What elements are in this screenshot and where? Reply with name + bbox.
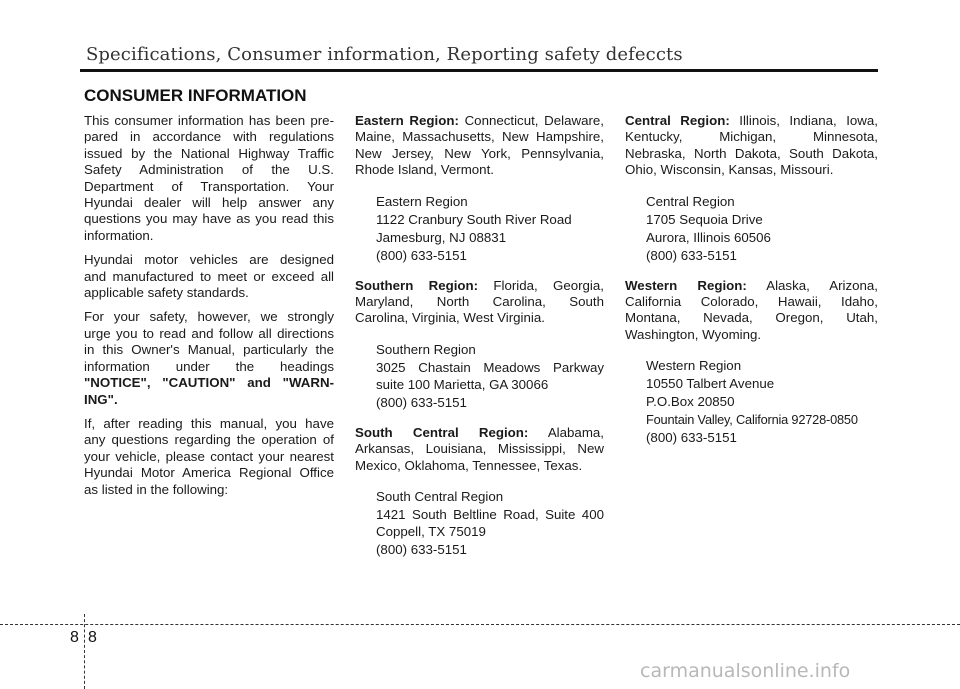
eastern-region-states: [355, 113, 604, 179]
address-line: 1421 South Beltline Road, Suite 400: [376, 507, 604, 523]
header-rule: [80, 69, 878, 72]
address-line: 3025 Chastain Meadows Parkway: [376, 359, 604, 375]
address-line: Central Region: [646, 193, 735, 209]
western-region-address: [646, 357, 878, 446]
text-line: Montana, Nevada, Oregon, Utah,: [625, 310, 878, 326]
text-line: New Jersey, New York, Pennsylvania,: [355, 145, 604, 161]
text-line: Carolina, Virginia, West Virginia.: [355, 310, 545, 326]
southern-region-states: [355, 278, 604, 327]
text-line: Department of Transportation. Your: [84, 178, 334, 194]
section-heading: CONSUMER INFORMATION: [84, 86, 307, 105]
text-line: urge you to read and follow all directions: [84, 325, 334, 341]
text-line: and manufactured to meet or exceed all: [84, 268, 334, 284]
southern-region-address: [376, 341, 604, 411]
intro-paragraph: [84, 113, 334, 244]
text-line: Safety Administration of the U.S.: [84, 162, 334, 178]
text-line: Maryland, North Carolina, South: [355, 294, 604, 310]
south-central-region-states: [355, 425, 604, 474]
text-line: Kentucky, Michigan, Minnesota,: [625, 129, 878, 145]
address-line: South Central Region: [376, 489, 504, 505]
region-label: South Central Region:: [355, 424, 529, 440]
standards-paragraph: [84, 252, 334, 301]
address-line: Jamesburg, NJ 08831: [376, 229, 507, 245]
text-line: pared in accordance with regulations: [84, 129, 334, 145]
text-line: issued by the National Highway Traffic: [84, 145, 334, 161]
address-line: Fountain Valley, California 92728-0850: [646, 412, 858, 428]
text-line: Hyundai Motor America Regional Office: [84, 465, 334, 481]
text-line: Maine, Massachusetts, New Hampshire,: [355, 129, 604, 145]
address-phone: (800) 633-5151: [376, 394, 467, 410]
western-region-states: [625, 278, 878, 344]
text-line: Hyundai motor vehicles are designed: [84, 252, 334, 268]
text-line: Hyundai dealer will help answer any: [84, 195, 334, 211]
column-middle: [355, 113, 604, 572]
text-line: as listed in the following:: [84, 481, 229, 497]
footer-dashed-rule: [0, 624, 960, 625]
eastern-region-address: [376, 193, 604, 264]
bold-headings-line: ING".: [84, 391, 118, 407]
text-line: your vehicle, please contact your nearest: [84, 448, 334, 464]
text-line: Southern Region: Florida, Georgia,: [355, 277, 604, 293]
address-line: Western Region: [646, 358, 742, 374]
bold-headings-line: "NOTICE", "CAUTION" and "WARN-: [84, 375, 334, 391]
address-line: 10550 Talbert Avenue: [646, 376, 775, 392]
text-line: Eastern Region: Connecticut, Delaware,: [355, 113, 604, 128]
page-number: 8: [88, 629, 97, 646]
text-line: Washington, Wyoming.: [625, 326, 762, 342]
text-line: applicable safety standards.: [84, 285, 249, 301]
text-line: South Central Region: Alabama,: [355, 424, 604, 440]
text-line: information under the headings: [84, 358, 334, 374]
footer-vertical-rule: [84, 614, 85, 689]
text-line: questions you may have as you read this: [84, 211, 334, 227]
text-line: any questions regarding the operation of: [84, 432, 334, 448]
text-line: California Colorado, Hawaii, Idaho,: [625, 294, 878, 310]
text-line: If, after reading this manual, you have: [84, 415, 334, 431]
region-label: Western Region:: [625, 277, 747, 293]
address-line: Southern Region: [376, 341, 476, 357]
address-line: Aurora, Illinois 60506: [646, 229, 771, 245]
text-line: information.: [84, 227, 154, 243]
central-region-states: [625, 113, 878, 179]
text-line: Mexico, Oklahoma, Tennessee, Texas.: [355, 457, 583, 473]
address-line: Eastern Region: [376, 193, 468, 209]
address-phone: (800) 633-5151: [376, 542, 467, 558]
address-phone: (800) 633-5151: [376, 247, 467, 263]
contact-paragraph: [84, 416, 334, 498]
south-central-region-address: [376, 488, 604, 558]
text-line: For your safety, however, we strongly: [84, 309, 334, 325]
address-line: P.O.Box 20850: [646, 394, 735, 410]
text-line: Nebraska, North Dakota, South Dakota,: [625, 145, 878, 161]
watermark: carmanualsonline.info: [640, 660, 851, 682]
text-line: Central Region: Illinois, Indiana, Iowa,: [625, 113, 878, 128]
text-line: in this Owner's Manual, particularly the: [84, 342, 334, 358]
safety-paragraph: [84, 309, 334, 407]
text-line: Ohio, Wisconsin, Kansas, Missouri.: [625, 162, 834, 178]
text-line: Arkansas, Louisiana, Mississippi, New: [355, 441, 604, 457]
region-label: Eastern Region:: [355, 113, 459, 128]
address-line: 1122 Cranbury South River Road: [376, 211, 572, 227]
region-label: Central Region:: [625, 113, 730, 128]
central-region-address: [646, 193, 878, 264]
running-header-title: Specifications, Consumer information, Reporting safety defeccts: [86, 44, 683, 65]
address-phone: (800) 633-5151: [646, 247, 737, 263]
page-number-chapter: 8: [70, 629, 79, 646]
column-left: [84, 113, 334, 506]
column-right: [625, 113, 878, 460]
address-line: 1705 Sequoia Drive: [646, 211, 763, 227]
address-phone: (800) 633-5151: [646, 430, 737, 446]
region-label: Southern Region:: [355, 277, 479, 293]
address-line: suite 100 Marietta, GA 30066: [376, 376, 549, 392]
text-line: This consumer information has been pre-: [84, 113, 334, 128]
address-line: Coppell, TX 75019: [376, 524, 486, 540]
text-line: Western Region: Alaska, Arizona,: [625, 277, 878, 293]
text-line: Rhode Island, Vermont.: [355, 162, 494, 178]
